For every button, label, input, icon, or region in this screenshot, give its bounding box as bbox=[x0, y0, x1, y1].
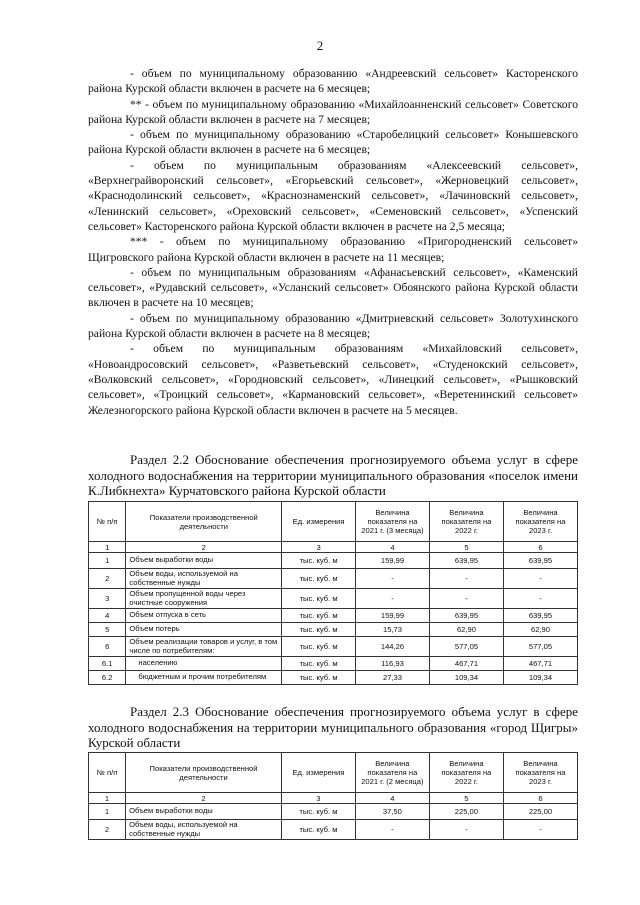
row-value-2021: - bbox=[355, 569, 429, 589]
row-indicator: Объем реализации товаров и услуг, в том числе по потребителям: bbox=[126, 637, 282, 657]
row-value-2023: 639,95 bbox=[503, 609, 577, 623]
col-num: 3 bbox=[282, 542, 356, 553]
row-value-2023: - bbox=[503, 569, 577, 589]
row-value-2021: 15,73 bbox=[355, 623, 429, 637]
row-no: 1 bbox=[89, 553, 126, 569]
table-row bbox=[89, 589, 578, 609]
row-value-2022: 639,95 bbox=[429, 609, 503, 623]
row-value-2023: - bbox=[503, 820, 577, 840]
col-num: 1 bbox=[89, 542, 126, 553]
row-unit: тыс. куб. м bbox=[282, 657, 356, 671]
header-2021: Величина показателя на 2021 г. (2 месяца) bbox=[355, 753, 429, 793]
col-num: 4 bbox=[355, 542, 429, 553]
row-value-2023: 225,00 bbox=[503, 804, 577, 820]
row-no: 6.2 bbox=[89, 671, 126, 685]
row-indicator: Объем потерь bbox=[126, 623, 282, 637]
row-value-2021: 37,50 bbox=[355, 804, 429, 820]
row-indicator: Объем пропущенной воды через очистные сооружения bbox=[126, 589, 282, 609]
table-row bbox=[89, 804, 578, 820]
footnote-paragraphs bbox=[88, 66, 578, 418]
row-unit: тыс. куб. м bbox=[282, 820, 356, 840]
col-num: 6 bbox=[503, 542, 577, 553]
header-2022: Величина показателя на 2022 г. bbox=[429, 502, 503, 542]
table-header-row bbox=[89, 753, 578, 793]
row-no: 5 bbox=[89, 623, 126, 637]
row-value-2022: 577,05 bbox=[429, 637, 503, 657]
row-value-2022: 467,71 bbox=[429, 657, 503, 671]
paragraph: - объем по муниципальному образованию «Дмитриевский сельсовет» Золотухинского района Курской области включен в расчете на 8 месяцев; bbox=[88, 311, 578, 341]
table-row bbox=[89, 623, 578, 637]
paragraph: - объем по муниципальным образованиям «Афанасьевский сельсовет», «Каменский сельсовет», «Рудавский сельсовет», «Усланский сельсовет» Обоянского района Курской области включен в расчете на 10 месяцев; bbox=[88, 265, 578, 310]
row-value-2021: - bbox=[355, 820, 429, 840]
row-value-2021: 27,33 bbox=[355, 671, 429, 685]
row-value-2022: - bbox=[429, 589, 503, 609]
row-value-2023: 467,71 bbox=[503, 657, 577, 671]
paragraph: - объем по муниципальному образованию «Старобелицкий сельсовет» Конышевского района Курской области включен в расчете на 6 месяцев; bbox=[88, 128, 578, 157]
row-value-2022: 225,00 bbox=[429, 804, 503, 820]
row-value-2021: 159,99 bbox=[355, 553, 429, 569]
row-value-2023: 62,90 bbox=[503, 623, 577, 637]
table-row bbox=[89, 569, 578, 589]
row-indicator: Объем воды, используемой на собственные нужды bbox=[126, 820, 282, 840]
paragraph: - объем по муниципальному образованию «Андреевский сельсовет» Касторенского района Курской области включен в расчете на 6 месяцев; bbox=[88, 67, 578, 96]
table-row bbox=[89, 609, 578, 623]
row-value-2022: 62,90 bbox=[429, 623, 503, 637]
header-2022: Величина показателя на 2022 г. bbox=[429, 753, 503, 793]
row-no: 6 bbox=[89, 637, 126, 657]
row-value-2022: 639,95 bbox=[429, 553, 503, 569]
paragraph: - объем по муниципальным образованиям «Михайловский сельсовет», «Новоандросовский сельсовет», «Разветьевский сельсовет», «Студенокский сельсовет», «Волковский сельсовет», «Городновский сельсовет», «Линецкий сельсовет», «Рышковский сельсовет», «Троицкий сельсовет», «Кармановский сельсовет», «Веретенинский сельсовет» Железногорского района Курской области включен в расчете на 5 месяцев. bbox=[88, 342, 578, 417]
column-number-row bbox=[89, 542, 578, 553]
row-value-2023: - bbox=[503, 589, 577, 609]
row-unit: тыс. куб. м bbox=[282, 804, 356, 820]
row-indicator: населению bbox=[126, 657, 282, 671]
paragraph: - объем по муниципальным образованиям «Алексеевский сельсовет», «Верхнеграйворонский сельсовет», «Егорьевский сельсовет», «Жерновецкий сельсовет», «Краснодолинский сельсовет», «Краснознаменский сельсовет», «Лачиновский сельсовет», «Ленинский сельсовет», «Ореховский сельсовет», «Семеновский сельсовет», «Успенский сельсовет» Касторенского района Курской области включен в расчете на 2,5 месяца; bbox=[88, 158, 578, 233]
row-no: 4 bbox=[89, 609, 126, 623]
row-value-2022: - bbox=[429, 820, 503, 840]
col-num: 5 bbox=[429, 793, 503, 804]
row-value-2021: - bbox=[355, 589, 429, 609]
section-2-2-title: Раздел 2.2 Обоснование обеспечения прогнозируемого объема услуг в сфере холодного водоснабжения на территории муниципального образования «поселок имени К.Либкнехта» Курчатовского района Курской области bbox=[88, 452, 578, 498]
row-no: 2 bbox=[89, 820, 126, 840]
row-unit: тыс. куб. м bbox=[282, 589, 356, 609]
header-indicator: Показатели производственной деятельности bbox=[126, 502, 282, 542]
col-num: 6 bbox=[503, 793, 577, 804]
row-unit: тыс. куб. м bbox=[282, 609, 356, 623]
table-header-row bbox=[89, 502, 578, 542]
table-section-2-2 bbox=[88, 501, 578, 685]
row-value-2021: 116,93 bbox=[355, 657, 429, 671]
col-num: 1 bbox=[89, 793, 126, 804]
row-no: 3 bbox=[89, 589, 126, 609]
row-value-2023: 577,05 bbox=[503, 637, 577, 657]
row-unit: тыс. куб. м bbox=[282, 553, 356, 569]
row-no: 2 bbox=[89, 569, 126, 589]
row-value-2022: 109,34 bbox=[429, 671, 503, 685]
header-no: № п/п bbox=[89, 753, 126, 793]
row-indicator: Объем отпуска в сеть bbox=[126, 609, 282, 623]
page-number: 2 bbox=[316, 38, 324, 53]
header-unit: Ед. измерения bbox=[282, 502, 356, 542]
col-num: 4 bbox=[355, 793, 429, 804]
header-unit: Ед. измерения bbox=[282, 753, 356, 793]
column-number-row bbox=[89, 793, 578, 804]
row-indicator: Объем воды, используемой на собственные нужды bbox=[126, 569, 282, 589]
table-row bbox=[89, 820, 578, 840]
col-num: 3 bbox=[282, 793, 356, 804]
col-num: 5 bbox=[429, 542, 503, 553]
row-value-2021: 144,26 bbox=[355, 637, 429, 657]
table-row bbox=[89, 637, 578, 657]
header-indicator: Показатели производственной деятельности bbox=[126, 753, 282, 793]
header-no: № п/п bbox=[89, 502, 126, 542]
col-num: 2 bbox=[126, 542, 282, 553]
section-2-3-title: Раздел 2.3 Обоснование обеспечения прогнозируемого объема услуг в сфере холодного водоснабжения на территории муниципального образования «город Щигры» Курской области bbox=[88, 704, 578, 750]
paragraph: *** - объем по муниципальному образованию «Пригородненский сельсовет» Щигровского района Курской области включен в расчете на 11 месяцев; bbox=[88, 235, 578, 264]
table-row bbox=[89, 553, 578, 569]
row-value-2022: - bbox=[429, 569, 503, 589]
row-unit: тыс. куб. м bbox=[282, 637, 356, 657]
row-value-2023: 639,95 bbox=[503, 553, 577, 569]
row-value-2021: 159,99 bbox=[355, 609, 429, 623]
header-2023: Величина показателя на 2023 г. bbox=[503, 502, 577, 542]
row-unit: тыс. куб. м bbox=[282, 671, 356, 685]
row-indicator: Объем выработки воды bbox=[126, 804, 282, 820]
header-2023: Величина показателя на 2023 г. bbox=[503, 753, 577, 793]
row-indicator: Объем выработки воды bbox=[126, 553, 282, 569]
paragraph: ** - объем по муниципальному образованию «Михайлоанненский сельсовет» Советского района Курской области включен в расчете на 7 месяцев; bbox=[88, 97, 578, 126]
row-value-2023: 109,34 bbox=[503, 671, 577, 685]
header-2021: Величина показателя на 2021 г. (3 месяца) bbox=[355, 502, 429, 542]
row-unit: тыс. куб. м bbox=[282, 623, 356, 637]
table-section-2-3 bbox=[88, 752, 578, 840]
table-row bbox=[89, 671, 578, 685]
table-row bbox=[89, 657, 578, 671]
col-num: 2 bbox=[126, 793, 282, 804]
row-indicator: бюджетным и прочим потребителям bbox=[126, 671, 282, 685]
row-no: 1 bbox=[89, 804, 126, 820]
row-unit: тыс. куб. м bbox=[282, 569, 356, 589]
row-no: 6.1 bbox=[89, 657, 126, 671]
